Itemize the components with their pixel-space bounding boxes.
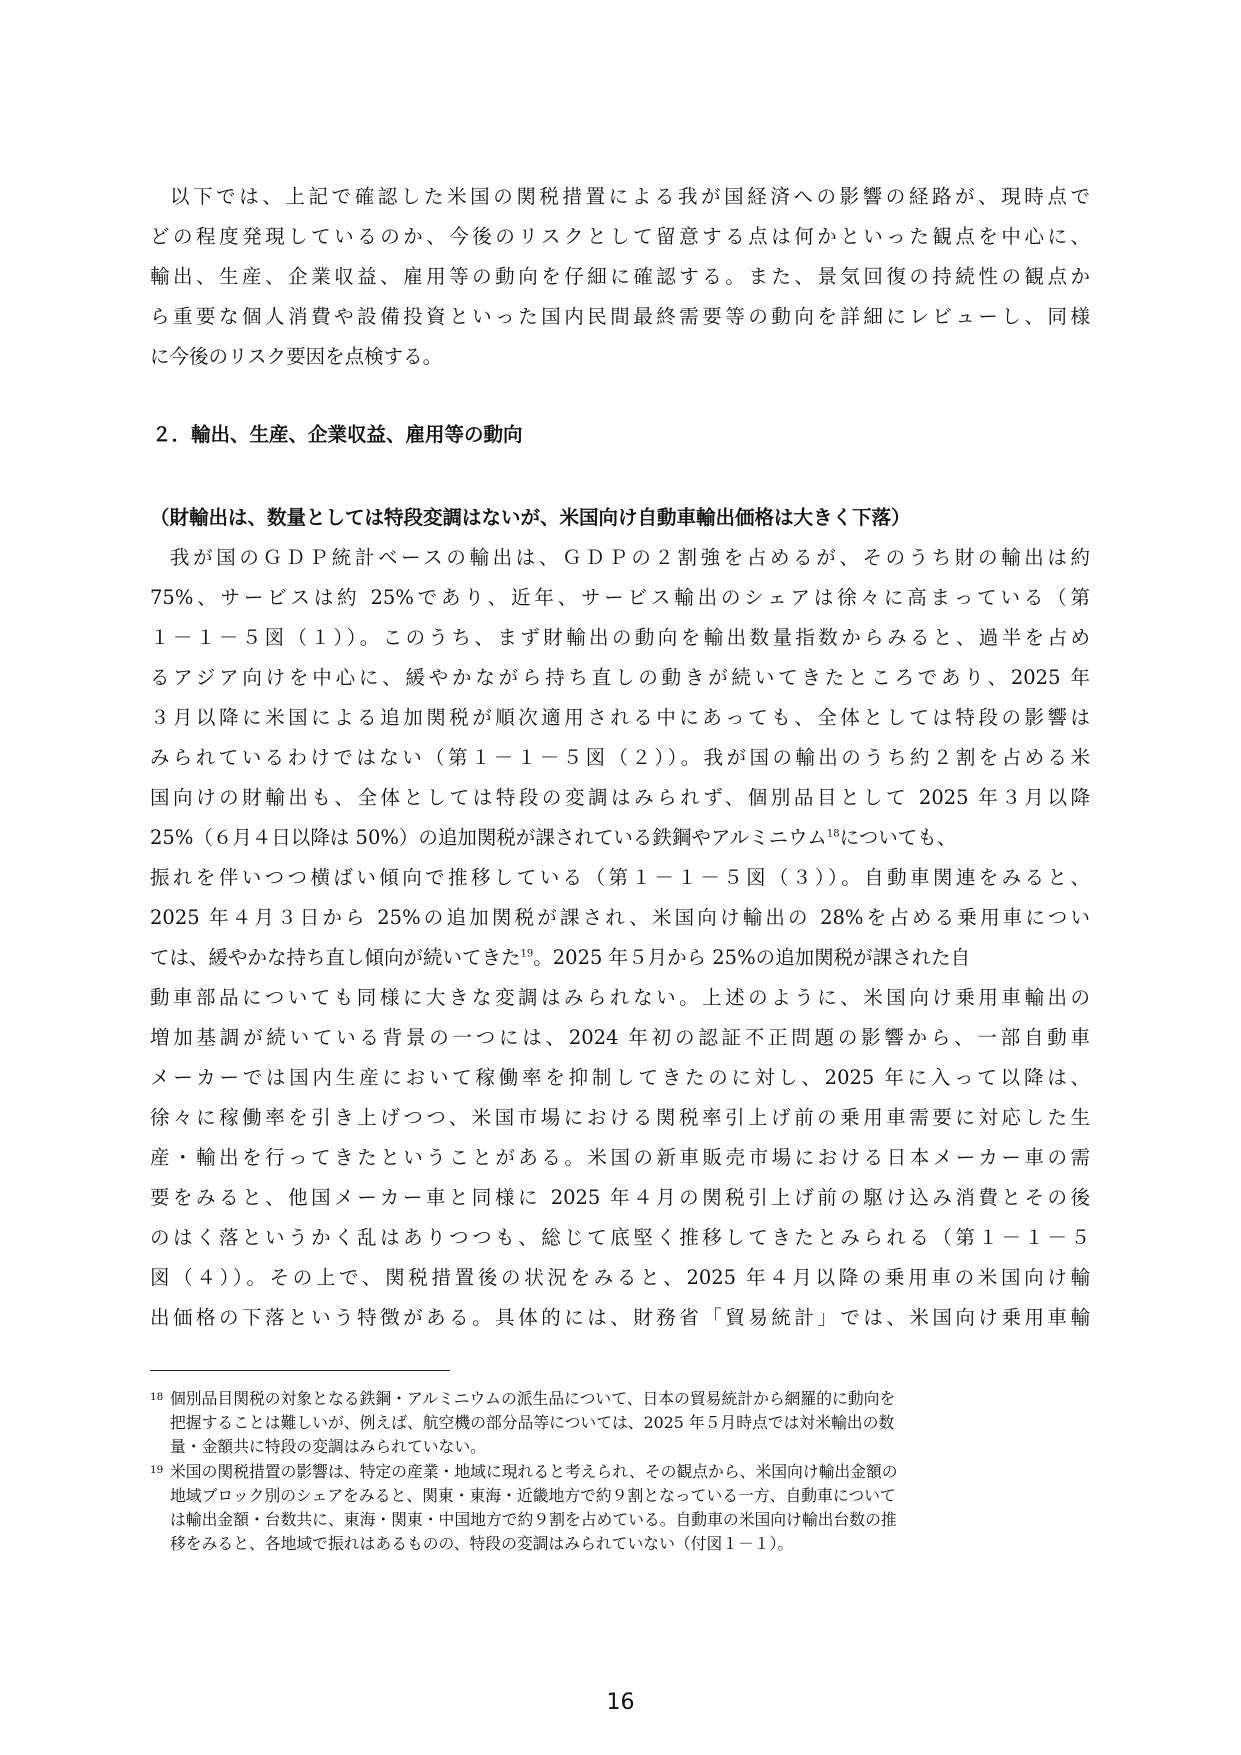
subsection-heading: （財輸出は、数量としては特段変調はないが、米国向け自動車輸出価格は大きく下落）: [150, 506, 911, 529]
body-line-text: 25%（６月４日以降は 50%）の追加関税が課されている鉄鋼やアルミニウム: [150, 826, 827, 849]
section-heading: ２．輸出、生産、企業収益、雇用等の動向: [152, 423, 523, 446]
footnote-mark: 19: [150, 1464, 164, 1476]
intro-line: どの程度発現しているのか、今後のリスクとして留意する点は何かといった観点を中心に、: [150, 225, 1090, 248]
body-line: 徐々に稼働率を引き上げつつ、米国市場における関税率引上げ前の乗用車需要に対応した生: [150, 1106, 1090, 1129]
page-number: 16: [606, 1690, 635, 1715]
footnote-line: 地域ブロック別のシェアをみると、関東・東海・近畿地方で約９割となっている一方、自動車について: [170, 1486, 896, 1505]
intro-line: ら重要な個人消費や設備投資といった国内民間最終需要等の動向を詳細にレビューし、同様: [150, 305, 1090, 328]
body-line: 産・輸出を行ってきたということがある。米国の新車販売市場における日本メーカー車の需: [150, 1146, 1090, 1169]
intro-line: 輸出、生産、企業収益、雇用等の動向を仔細に確認する。また、景気回復の持続性の観点か: [150, 265, 1090, 288]
body-line: 増加基調が続いている背景の一つには、2024 年初の認証不正問題の影響から、一部自動車: [150, 1026, 1090, 1049]
body-line: 動車部品についても同様に大きな変調はみられない。上述のように、米国向け乗用車輸出の: [150, 986, 1090, 1009]
footnote-line: 米国の関税措置の影響は、特定の産業・地域に現れると考えられ、その観点から、米国向け輸出金額の: [170, 1462, 898, 1481]
footnote-ref: 19: [520, 948, 534, 960]
body-line: みられているわけではない（第１－１－５図（２））。我が国の輸出のうち約２割を占める米: [150, 746, 1090, 769]
intro-line: 以下では、上記で確認した米国の関税措置による我が国経済への影響の経路が、現時点で: [170, 185, 1090, 208]
body-line-text: ては、緩やかな持ち直し傾向が続いてきた: [150, 946, 521, 969]
footnote-line: 個別品目関税の対象となる鉄鋼・アルミニウムの派生品について、日本の貿易統計から網羅的に動向を: [170, 1389, 896, 1408]
body-line-tail: 。2025 年５月から 25%の追加関税が課された自: [533, 946, 971, 969]
footnote-line: は輸出金額・台数共に、東海・関東・中国地方で約９割を占めている。自動車の米国向け輸出台数の推: [170, 1510, 897, 1529]
footnote-mark: 18: [150, 1391, 164, 1403]
intro-line: に今後のリスク要因を点検する。: [150, 345, 443, 368]
footnote-divider: [150, 1370, 450, 1371]
body-line: 要をみると、他国メーカー車と同様に 2025 年４月の関税引上げ前の駆け込み消費とその後: [150, 1186, 1090, 1209]
footnote-line: 移をみると、各地域で振れはあるものの、特段の変調はみられていない（付図１－１）。: [170, 1534, 794, 1553]
body-line: 我が国のＧＤＰ統計ベースの輸出は、ＧＤＰの２割強を占めるが、そのうち財の輸出は約: [170, 546, 1090, 569]
body-line: ３月以降に米国による追加関税が順次適用される中にあっても、全体としては特段の影響は: [150, 706, 1090, 729]
body-line: 国向けの財輸出も、全体としては特段の変調はみられず、個別品目として 2025 年３月以降: [150, 786, 1090, 809]
body-line: 出価格の下落という特徴がある。具体的には、財務省「貿易統計」では、米国向け乗用車輸: [150, 1306, 1090, 1329]
footnote-ref: 18: [826, 828, 840, 840]
footnote-line: 量・金額共に特段の変調はみられていない。: [170, 1437, 486, 1456]
footnote-line: 把握することは難しいが、例えば、航空機の部分品等については、2025 年５月時点では対米輸出の数: [170, 1413, 895, 1432]
body-line: 図（４））。その上で、関税措置後の状況をみると、2025 年４月以降の乗用車の米国向け輸: [150, 1266, 1090, 1289]
body-line: 振れを伴いつつ横ばい傾向で推移している（第１－１－５図（３））。自動車関連をみると、: [150, 866, 1090, 889]
body-line: 2025 年４月３日から 25%の追加関税が課され、米国向け輸出の 28%を占める乗用車につい: [150, 906, 1090, 929]
body-line: るアジア向けを中心に、緩やかながら持ち直しの動きが続いてきたところであり、2025 年: [150, 666, 1090, 689]
body-line: 75%、サービスは約 25%であり、近年、サービス輸出のシェアは徐々に高まっている（第: [150, 586, 1090, 609]
body-line-with-footnote: [150, 943, 1090, 973]
body-line-with-footnote: [150, 823, 1090, 853]
body-line: １－１－５図（１））。このうち、まず財輸出の動向を輸出数量指数からみると、過半を占め: [150, 626, 1090, 649]
body-line-tail: についても、: [839, 826, 957, 849]
body-line: メーカーでは国内生産において稼働率を抑制してきたのに対し、2025 年に入って以降は、: [150, 1066, 1090, 1089]
body-line: のはく落というかく乱はありつつも、総じて底堅く推移してきたとみられる（第１－１－５: [150, 1226, 1090, 1249]
